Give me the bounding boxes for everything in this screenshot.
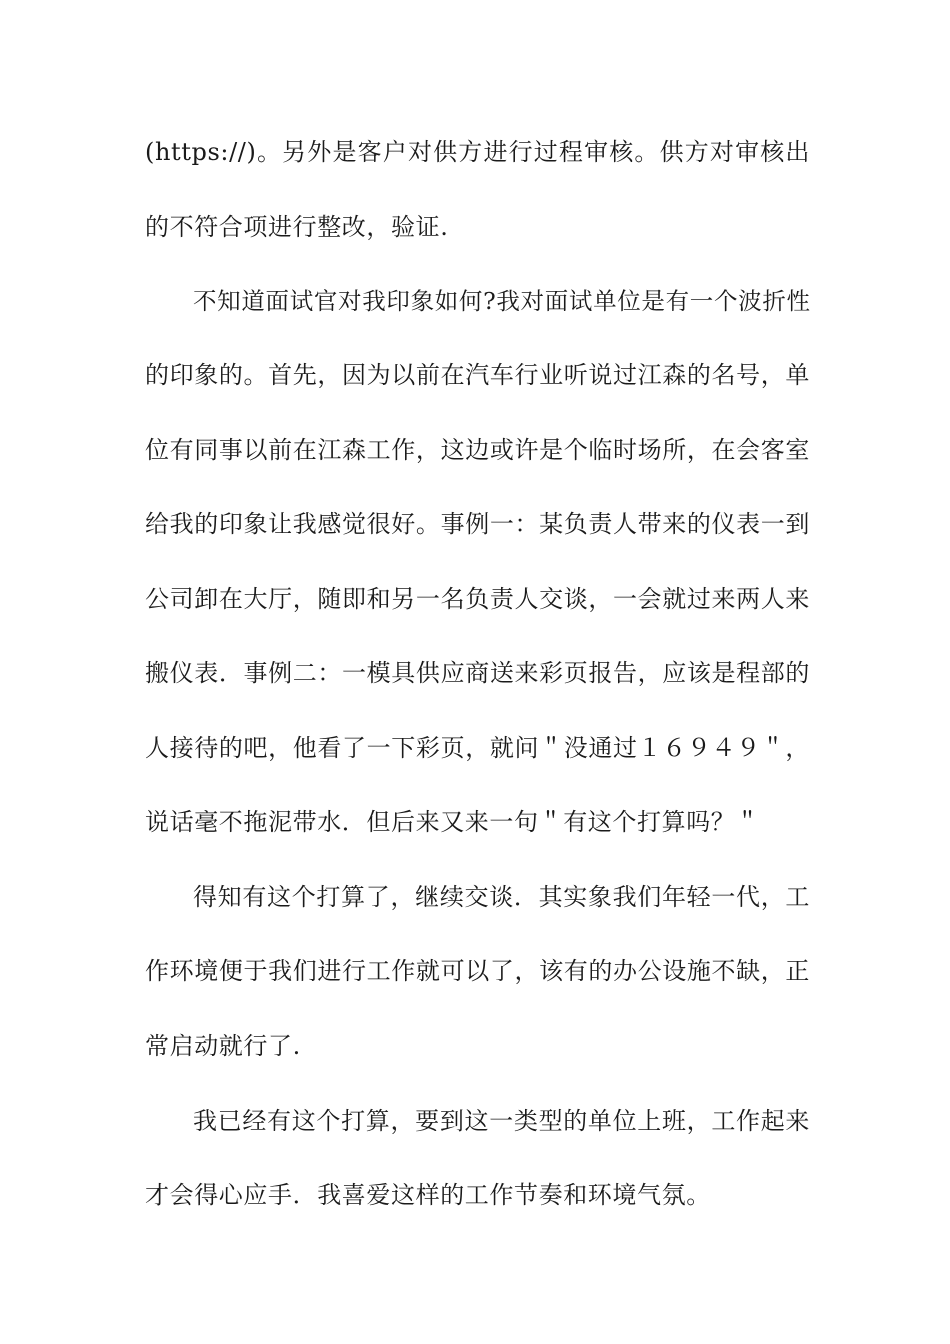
paragraph-line: 不知道面试官对我印象如何?我对面试单位是有一个波折性 [193, 287, 810, 315]
paragraph-line: 才会得心应手．我喜爱这样的工作节奏和环境气氛。 [145, 1181, 711, 1209]
paragraph-line: (https://)。另外是客户对供方进行过程审核。供方对审核出 [145, 138, 810, 166]
paragraph-line: 人接待的吧，他看了一下彩页，就问＂没通过１６９４９＂， [145, 734, 810, 762]
paragraph-line: 搬仪表．事例二：一模具供应商送来彩页报告，应该是程部的 [145, 659, 810, 687]
paragraph-line: 作环境便于我们进行工作就可以了，该有的办公设施不缺，正 [145, 957, 810, 985]
paragraph-line: 得知有这个打算了，继续交谈．其实象我们年轻一代，工 [193, 883, 810, 911]
paragraph-line: 给我的印象让我感觉很好。事例一：某负责人带来的仪表一到 [145, 510, 810, 538]
paragraph-line: 的不符合项进行整改，验证. [145, 213, 449, 241]
paragraph-line: 位有同事以前在江森工作，这边或许是个临时场所，在会客室 [145, 436, 810, 464]
paragraph-line: 说话毫不拖泥带水．但后来又来一句＂有这个打算吗？＂ [145, 808, 760, 836]
paragraph-line: 我已经有这个打算，要到这一类型的单位上班，工作起来 [193, 1107, 810, 1135]
paragraph-line: 常启动就行了. [145, 1032, 301, 1060]
paragraph-line: 的印象的。首先，因为以前在汽车行业听说过江森的名号，单 [145, 361, 810, 389]
paragraph-line: 公司卸在大厅，随即和另一名负责人交谈，一会就过来两人来 [145, 585, 810, 613]
